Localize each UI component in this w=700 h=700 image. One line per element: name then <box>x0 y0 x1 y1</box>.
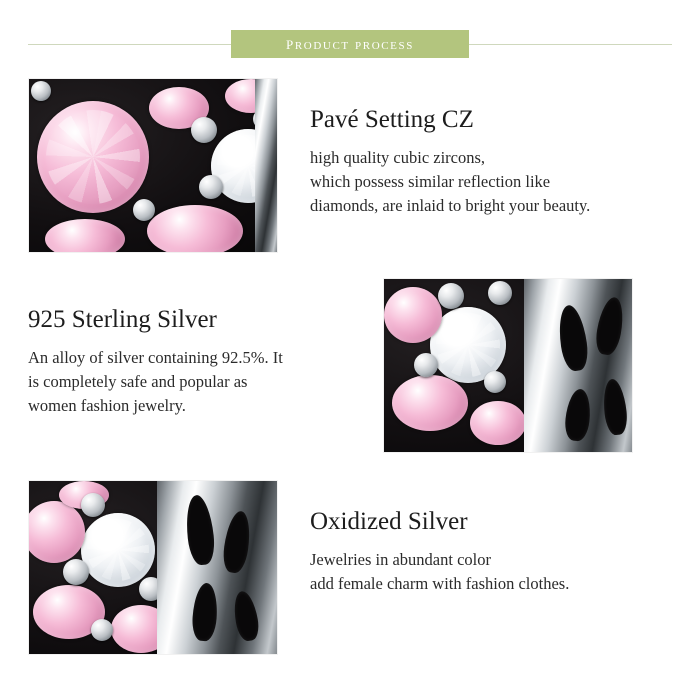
section-banner-label: product process <box>286 33 414 54</box>
silver-prong <box>81 493 105 517</box>
sterling-silver-heading: 925 Sterling Silver <box>28 306 217 333</box>
pave-setting-cz-text <box>310 106 640 219</box>
clear-gem <box>81 513 155 587</box>
oxidized-silver-body-line-1: Jewelries in abundant color <box>310 549 491 569</box>
pink-gem-small <box>384 287 442 343</box>
jewelry-closeup-art <box>384 279 632 452</box>
silver-band-body <box>157 481 278 655</box>
jewelry-closeup-art <box>29 79 277 252</box>
oxidized-silver-heading: Oxidized Silver <box>310 508 468 535</box>
silver-prong <box>199 175 223 199</box>
section-banner <box>231 30 469 58</box>
pave-setting-cz-body-line-3: diamonds, are inlaid to bright your beauty. <box>310 196 591 216</box>
silver-prong <box>91 619 113 641</box>
silver-prong <box>63 559 89 585</box>
sterling-silver-body-line-2: is completely safe and popular as <box>28 371 248 391</box>
pink-gem-small <box>392 375 468 431</box>
section-pave-setting-cz <box>0 78 700 268</box>
pink-gem-large <box>37 101 149 213</box>
jewelry-closeup-art <box>29 481 277 654</box>
pink-gem-small <box>470 401 526 445</box>
silver-prong <box>488 281 512 305</box>
pave-setting-cz-body-line-1: high quality cubic zircons, <box>310 147 486 167</box>
pink-gem-small <box>45 219 125 253</box>
section-925-sterling-silver <box>0 278 700 468</box>
silver-prong <box>484 371 506 393</box>
silver-prong <box>31 81 51 101</box>
silver-prong <box>133 199 155 221</box>
section-oxidized-silver <box>0 480 700 670</box>
pave-setting-cz-image <box>28 78 278 253</box>
pave-setting-cz-body-line-2: which possess similar reflection like <box>310 171 551 191</box>
sterling-silver-body-line-1: An alloy of silver containing 92.5%. It <box>28 347 283 367</box>
oxidized-silver-text <box>310 508 640 596</box>
silver-band-edge <box>255 79 277 253</box>
sterling-silver-image <box>383 278 633 453</box>
pave-setting-cz-heading: Pavé Setting CZ <box>310 106 474 133</box>
page-header <box>0 0 700 62</box>
gem-facets <box>87 519 149 581</box>
sterling-silver-text <box>28 306 358 419</box>
silver-prong <box>414 353 438 377</box>
silver-prong <box>191 117 217 143</box>
gem-facets <box>46 110 140 204</box>
gem-facets <box>436 313 500 377</box>
pink-gem-small <box>147 205 243 253</box>
silver-prong <box>438 283 464 309</box>
oxidized-silver-body-line-2: add female charm with fashion clothes. <box>310 573 570 593</box>
sterling-silver-body-line-3: women fashion jewelry. <box>28 396 186 416</box>
oxidized-silver-image <box>28 480 278 655</box>
